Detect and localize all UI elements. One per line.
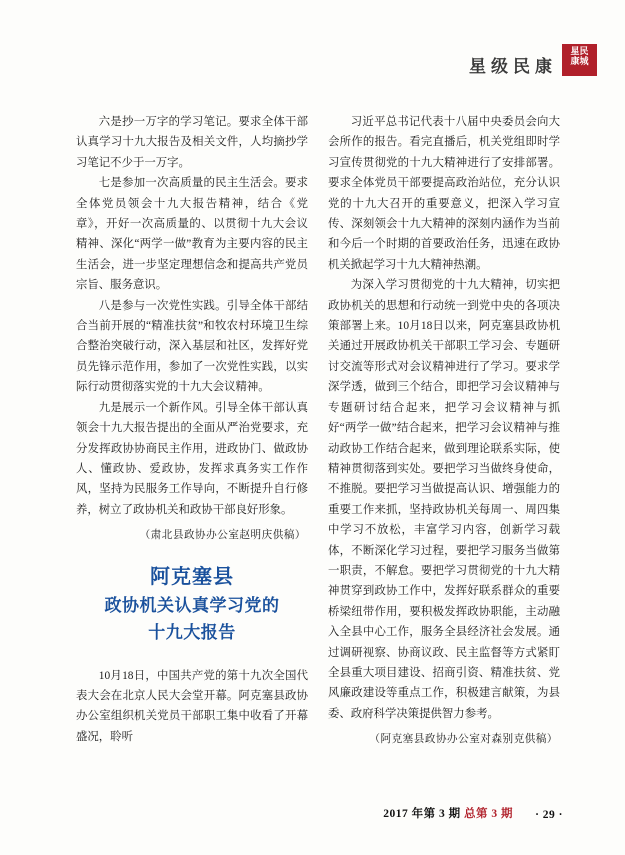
article-signature: （阿克塞县政协办公室对森别克供稿） (369, 734, 558, 746)
paragraph: 六是抄一万字的学习笔记。要求全体干部认真学习十九大报告及相关文件，人均摘抄学习笔记不少于一万字。 (76, 116, 308, 169)
paragraph: 九是展示一个新作风。引导全体干部认真领会十九大报告提出的全面从严治党要求，充分发挥政协协商民主作用，进政协门、做政协人、懂政协、爱政协，发挥求真务实工作作风，坚持为民服务工作导向，不断提升自行修养，树立了政协机关和政协干部良好形象。 (76, 401, 308, 516)
issue-prefix: 2017 年第 3 期 (383, 808, 461, 820)
title-spacer (76, 658, 308, 666)
masthead-title: 星级民康 (469, 57, 557, 76)
left-text-column (76, 112, 308, 747)
paragraph: 为深入学习贯彻党的十九大精神，切实把政协机关的思想和行动统一到党中央的各项决策部署上来。10月18日以来，阿克塞县政协机关通过开展政协机关干部职工学习会、专题研讨交流等形式对会议精神进行了学习。要求学深学透，做到三个结合，即把学习会议精神与专题研讨结合起来，把学习会议精神与抓好“两学一做”结合起来，把学习会议精神与推动政协工作结合起来，做到理论联系实际，使精神贯彻落到实处。要把学习当做终身使命，不推脱。要把学习当做提高认识、增强能力的重要工作来抓，坚持政协机关每周一、周四集中学习不放松，丰富学习内容，创新学习载体，不断深化学习过程，要把学习服务当做第一职责，不解怠。要把学习贯彻党的十九大精神贯穿到政协工作中，发挥好联系群众的重要桥梁纽带作用，要积极发挥政协职能，主动融入全县中心工作，服务全县经济社会发展。通过调研视察、协商议政、民主监督等方式紧盯全县重大项目建设、招商引资、精准扶贫、党风廉政建设等重点工作，积极建言献策，为县委、政府科学决策提供智力参考。 (328, 279, 560, 720)
article-title-line-2: 政协机关认真学习党的 (104, 595, 280, 615)
article-title-line-1: 阿克塞县 (150, 565, 234, 588)
issue-label (383, 805, 513, 821)
article-title-line-3: 十九大报告 (148, 622, 236, 642)
right-text-column (328, 112, 560, 751)
article-signature: （肃北县政协办公室赵明庆供稿） (139, 530, 306, 542)
paragraph: 七是参加一次高质量的民主生活会。要求全体党员领会十九大报告精神，结合《党章》，开好一次高质量的、以贯彻十九大会议精神、深化“两学一做”教育为主要内容的民主生活会，进一步坚定理想信念和提高共产党员宗旨、服务意识。 (76, 177, 308, 292)
logo-line-2: 康城 (570, 56, 589, 66)
paragraph: 10月18日，中国共产党的第十九次全国代表大会在北京人民大会堂开幕。阿克塞县政协办公室组织机关党员干部职工集中收看了开幕盛况，聆听 (76, 669, 308, 743)
page-number: · 29 · (535, 809, 563, 821)
page-footer (0, 801, 625, 821)
publication-logo (562, 44, 597, 76)
issue-total: 总第 3 期 (464, 808, 513, 820)
page-header (0, 0, 625, 104)
logo-line-1: 星民 (570, 46, 589, 56)
paragraph: 八是参与一次党性实践。引导全体干部结合当前开展的“精准扶贫”和牧农村环境卫生综合整治突破行动，深入基层和社区，发挥好党员先锋示范作用，参加了一次党性实践，以实际行动贯彻落实党的十九大会议精神。 (76, 299, 308, 394)
article-title (76, 563, 308, 646)
paragraph: 习近平总书记代表十八届中央委员会向大会所作的报告。看完直播后，机关党组即时学习宣传贯彻党的十九大精神进行了安排部署。要求全体党员干部要提高政治站位，充分认识党的十九大召开的重要意义，把深入学习宣传、深刻领会十九大精神的深刻内涵作为当前和今后一个时期的首要政治任务，迅速在政协机关掀起学习十九大精神热潮。 (328, 116, 560, 271)
